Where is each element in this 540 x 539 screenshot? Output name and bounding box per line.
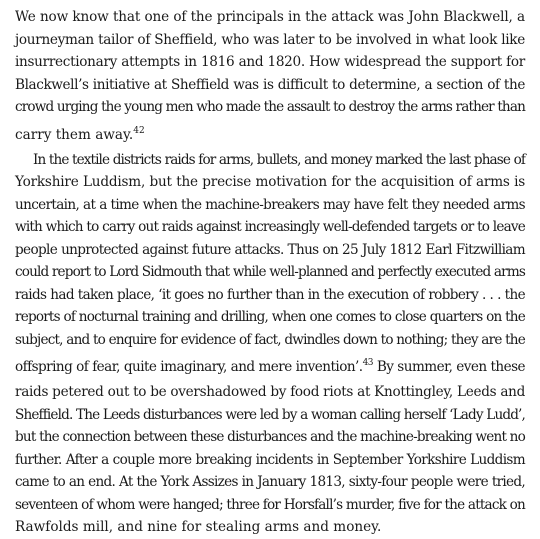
text-line: uncertain, at a time when the machine-breakers may have felt they needed arms bbox=[15, 196, 525, 213]
text-line: insurrectionary attempts in 1816 and 1820. How widespread the support for bbox=[15, 54, 525, 70]
text-line: raids had taken place, ‘it goes no further than in the execution of robbery . . . the bbox=[15, 286, 525, 303]
text-line: reports of nocturnal training and drilling, when one comes to close quarters on the bbox=[15, 309, 525, 325]
text-line: raids petered out to be overshadowed by food riots at Knottingley, Leeds and bbox=[15, 384, 525, 400]
text-line: crowd urging the young men who made the assault to destroy the arms rather than bbox=[15, 99, 525, 115]
paragraph-1 bbox=[15, 6, 525, 149]
text-line: Sheffield. The Leeds disturbances were led by a woman calling herself ‘Lady Ludd’, bbox=[15, 406, 525, 423]
footnote-marker: 43 bbox=[362, 358, 373, 368]
text-line: but the connection between these disturbances and the machine-breaking went no bbox=[15, 429, 525, 445]
line-text: carry them away. bbox=[15, 126, 134, 143]
text-line: could report to Lord Sidmouth that while well-planned and perfectly executed arms bbox=[15, 264, 525, 280]
text-line: seventeen of whom were hanged; three for Horsfall’s murder, five for the attack on bbox=[15, 496, 525, 513]
text-line bbox=[15, 119, 525, 149]
line-text: offspring of fear, quite imaginary, and mere invention’. bbox=[15, 359, 363, 375]
text-line: Rawfolds mill, and nine for stealing arms and money. bbox=[15, 519, 382, 535]
text-line: Yorkshire Luddism, but the precise motivation for the acquisition of arms is bbox=[15, 174, 525, 190]
text-line bbox=[15, 351, 525, 381]
text-line: journeyman tailor of Sheffield, who was later to be involved in what look like bbox=[15, 31, 525, 48]
text-line: people unprotected against future attacks. Thus on 25 July 1812 Earl Fitzwilliam bbox=[15, 241, 525, 258]
text-line: In the textile districts raids for arms, bullets, and money marked the last phase of bbox=[33, 151, 525, 168]
text-line: further. After a couple more breaking incidents in September Yorkshire Luddism bbox=[15, 451, 525, 468]
text-line: with which to carry out raids against increasingly well-defended targets or to leave bbox=[15, 219, 525, 235]
document-page bbox=[15, 0, 525, 539]
text-line: Blackwell’s initiative at Sheffield was is difficult to determine, a section of the bbox=[15, 76, 525, 93]
text-line: We now know that one of the principals in the attack was John Blackwell, a bbox=[15, 9, 525, 25]
text-line: came to an end. At the York Assizes in January 1813, sixty-four people were tried, bbox=[15, 474, 525, 490]
line-text-continued: By summer, even these bbox=[372, 359, 525, 375]
text-line: subject, and to enquire for evidence of fact, dwindles down to nothing; they are the bbox=[15, 331, 525, 348]
paragraph-2 bbox=[15, 149, 525, 539]
footnote-marker: 42 bbox=[133, 125, 145, 136]
